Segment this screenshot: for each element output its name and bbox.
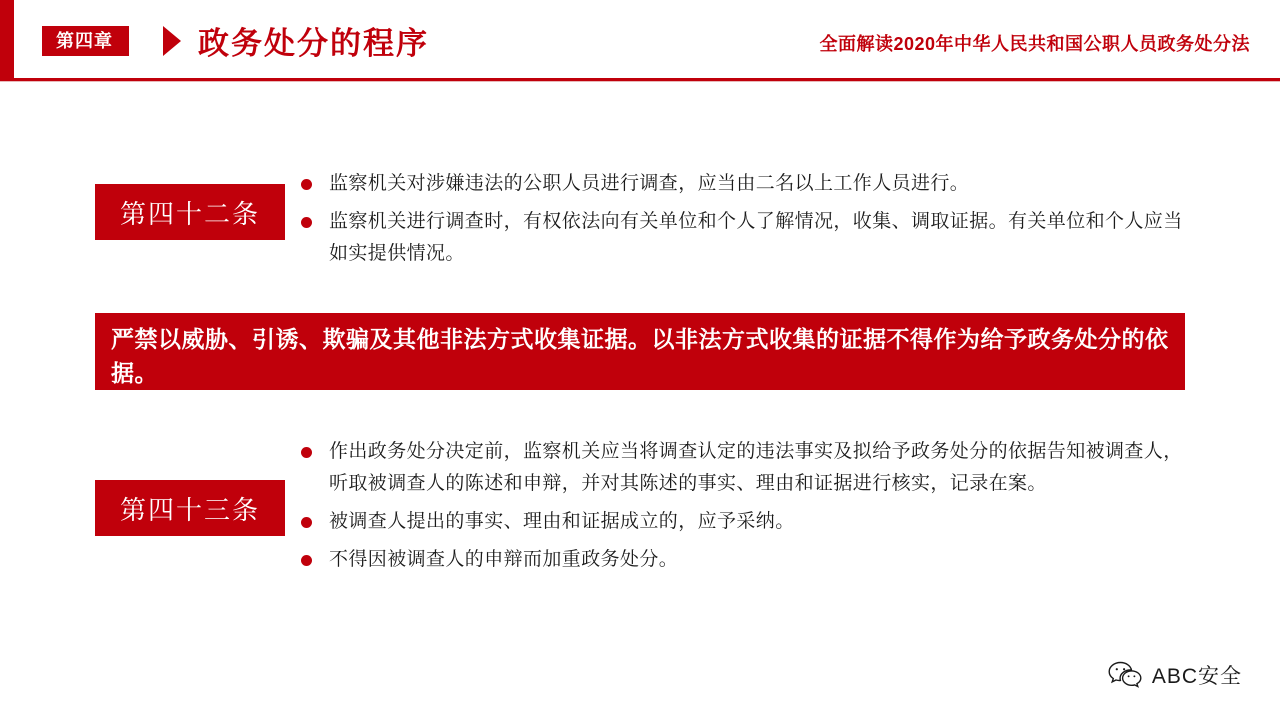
bullet-dot-icon xyxy=(301,447,312,458)
list-item-text: 监察机关对涉嫌违法的公职人员进行调查，应当由二名以上工作人员进行。 xyxy=(329,173,970,194)
footer-text: ABC安全 xyxy=(1151,665,1242,688)
bullet-dot-icon xyxy=(301,555,312,566)
article-43-list xyxy=(297,436,1187,582)
slide-header xyxy=(0,0,1280,78)
list-item xyxy=(297,206,1187,270)
list-item-text: 被调查人提出的事实、理由和证据成立的，应予采纳。 xyxy=(329,511,795,532)
list-item-text: 监察机关进行调查时，有权依法向有关单位和个人了解情况，收集、调取证据。有关单位和个人应当如实提供情况。 xyxy=(329,211,1183,264)
header-divider-thin xyxy=(0,81,1280,82)
list-item-text: 不得因被调查人的申辩而加重政务处分。 xyxy=(329,549,679,570)
footer-badge xyxy=(1108,660,1242,690)
article-42-list xyxy=(297,168,1187,276)
list-item xyxy=(297,506,1187,538)
article-label-43: 第四十三条 xyxy=(95,480,285,536)
highlight-banner xyxy=(95,313,1185,390)
list-item xyxy=(297,544,1187,576)
article-label-42: 第四十二条 xyxy=(95,184,285,240)
chapter-tag: 第四章 xyxy=(42,26,129,56)
list-item xyxy=(297,436,1187,500)
list-item xyxy=(297,168,1187,200)
highlight-banner-text: 严禁以威胁、引诱、欺骗及其他非法方式收集证据。以非法方式收集的证据不得作为给予政务处分的依据。 xyxy=(111,326,1169,386)
page-title: 政务处分的程序 xyxy=(198,26,429,61)
chapter-arrow-icon xyxy=(163,26,181,56)
wechat-icon xyxy=(1108,661,1142,689)
list-item-text: 作出政务处分决定前，监察机关应当将调查认定的违法事实及拟给予政务处分的依据告知被调查人，听取被调查人的陈述和申辩，并对其陈述的事实、理由和证据进行核实，记录在案。 xyxy=(329,441,1183,494)
bullet-dot-icon xyxy=(301,179,312,190)
header-subtitle: 全面解读2020年中华人民共和国公职人员政务处分法 xyxy=(819,34,1250,54)
bullet-dot-icon xyxy=(301,217,312,228)
header-accent-bar xyxy=(0,0,14,78)
bullet-dot-icon xyxy=(301,517,312,528)
